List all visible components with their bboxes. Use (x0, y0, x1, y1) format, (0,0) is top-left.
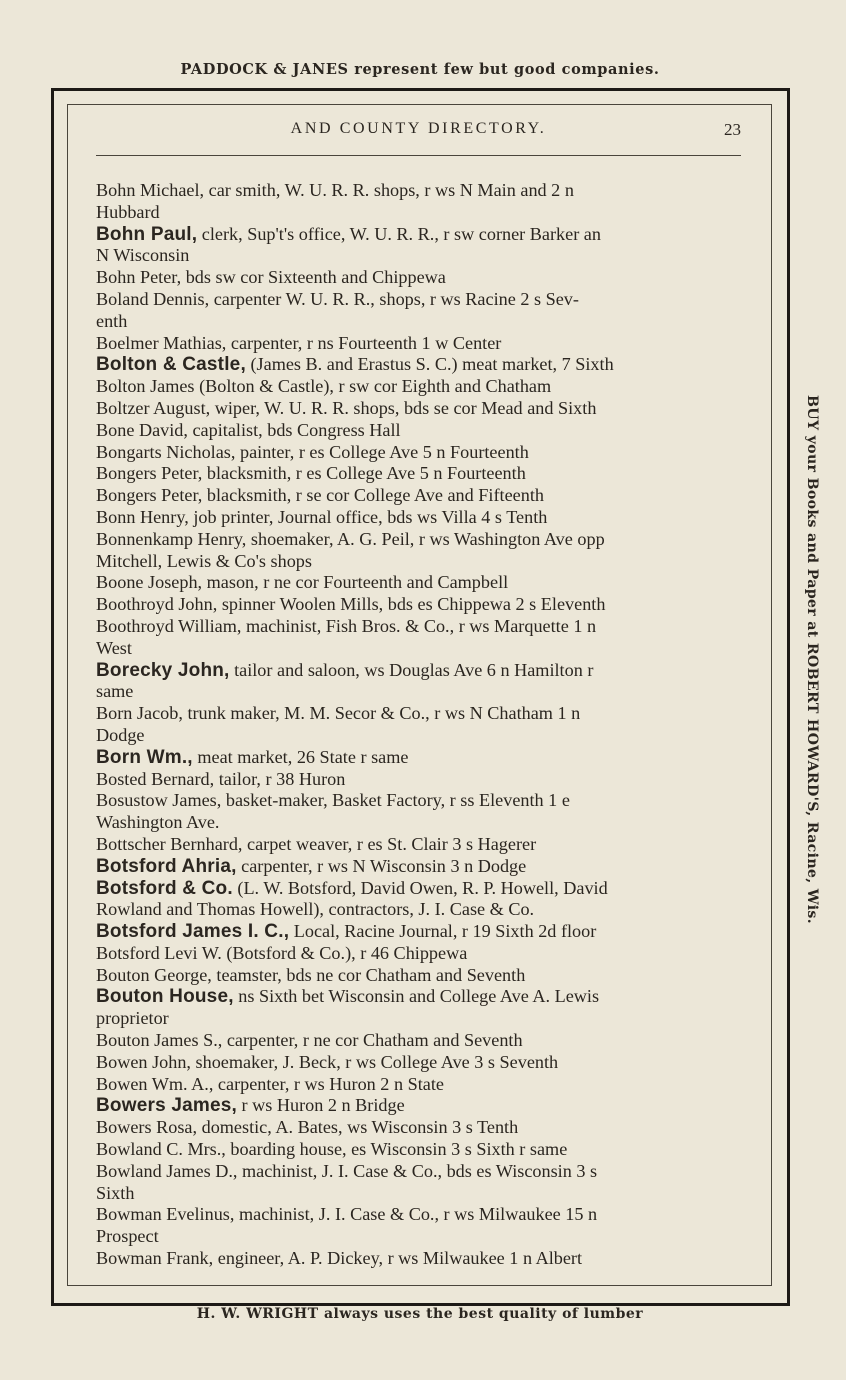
entry-first-line (96, 615, 744, 638)
entry-details: carpenter, r ws Huron 2 n State (213, 1073, 444, 1094)
entry-details: Mitchell, Lewis & Co's shops (96, 550, 312, 571)
directory-entry (96, 529, 744, 573)
entry-name: Borecky John, (96, 659, 230, 681)
entry-continuation-line (96, 637, 744, 660)
entry-details: r ws Huron 2 n Bridge (236, 1095, 405, 1116)
directory-entry (96, 485, 744, 507)
bottom-advertisement: H. W. WRIGHT always uses the best quality of lumber (196, 1306, 644, 1322)
entry-details: Hubbard (96, 201, 160, 222)
entry-name: Bosustow James, (96, 790, 222, 811)
directory-entry (96, 986, 744, 1030)
directory-entry (96, 333, 744, 355)
entry-first-line (96, 1073, 744, 1096)
entry-name: Bongarts Nicholas, (96, 441, 236, 462)
entry-details: job printer, Journal office, bds ws Villa 4 s Tenth (188, 506, 548, 527)
entry-first-line (96, 1139, 744, 1161)
entry-first-line (96, 419, 744, 442)
entry-name: Bolton & Castle, (96, 354, 246, 376)
entry-details: carpenter, r ws N Wisconsin 3 n Dodge (236, 855, 527, 876)
entry-details: carpenter, r ns Fourteenth 1 w Center (226, 332, 502, 353)
entry-details: spinner Woolen Mills, bds es Chippewa 2 s Eleventh (217, 594, 606, 615)
entry-details: basket-maker, Basket Factory, r ss Eleventh 1 e (221, 790, 570, 811)
entry-details: tailor and saloon, ws Douglas Ave 6 n Hamilton r (229, 659, 594, 680)
entry-first-line (96, 1248, 744, 1270)
entry-details: car smith, W. U. R. R. shops, r ws N Main and 2 n (204, 180, 574, 200)
entry-details: clerk, Sup't's office, W. U. R. R., r sw corner Barker an (197, 223, 601, 244)
entry-details: Local, Racine Journal, r 19 Sixth 2d floor (289, 921, 597, 942)
entry-details: carpet weaver, r es St. Clair 3 s Hagerer (242, 833, 537, 854)
directory-entry (96, 420, 744, 442)
entry-first-line (96, 485, 744, 507)
entry-name: Boone Joseph, (96, 572, 203, 593)
page-number: 23 (724, 120, 741, 139)
side-advertisement: BUY your Books and Paper at ROBERT HOWARD'S, Racine, Wis. (804, 395, 820, 924)
entry-details: trunk maker, M. M. Secor & Co., r ws N Chatham 1 n (182, 703, 581, 724)
entry-first-line (96, 833, 744, 856)
entry-name: Bowen Wm. A., (96, 1073, 214, 1094)
entry-first-line (96, 463, 744, 485)
entry-first-line (96, 223, 744, 246)
entry-name: Bongers Peter, (96, 463, 203, 484)
entry-details: Washington Ave. (96, 812, 220, 833)
directory-entry (96, 224, 744, 268)
entry-details: meat market, 26 State r same (192, 746, 409, 767)
entry-details: (Botsford & Co.), r 46 Chippewa (221, 942, 468, 963)
directory-entry (96, 1139, 744, 1161)
entry-details: shoemaker, J. Beck, r ws College Ave 3 s Seventh (190, 1051, 559, 1072)
entry-first-line (96, 746, 744, 769)
directory-entry (96, 1117, 744, 1139)
entry-continuation-line (96, 550, 744, 573)
entry-first-line (96, 506, 744, 529)
entry-details: carpenter, r ne cor Chatham and Seventh (222, 1030, 523, 1051)
entry-name: Bohn Michael, (96, 180, 205, 200)
entry-details: capitalist, bds Congress Hall (187, 419, 401, 440)
directory-entry (96, 769, 744, 791)
directory-entry (96, 616, 744, 660)
entry-first-line (96, 1204, 744, 1226)
entry-first-line (96, 703, 744, 725)
entry-details: engineer, A. P. Dickey, r ws Milwaukee 1 n Albert (213, 1248, 583, 1269)
entry-details: N Wisconsin (96, 245, 190, 266)
entry-details: teamster, bds ne cor Chatham and Seventh (211, 964, 526, 985)
directory-entry (96, 856, 744, 878)
directory-entry (96, 1030, 744, 1052)
entry-first-line (96, 659, 744, 682)
directory-entry (96, 289, 744, 333)
directory-entry (96, 943, 744, 965)
directory-entry (96, 180, 744, 224)
entry-continuation-line (96, 1182, 744, 1205)
entry-continuation-line (96, 245, 744, 267)
entry-details: machinist, J. I. Case & Co., r ws Milwaukee 15 n (234, 1204, 598, 1225)
entry-name: Bolton James (96, 376, 195, 397)
entry-name: Boothroyd William, (96, 615, 242, 636)
directory-entry (96, 1161, 744, 1205)
entry-details: ns Sixth bet Wisconsin and College Ave A. Lewis (233, 986, 600, 1007)
entry-first-line (96, 594, 744, 616)
entry-continuation-line (96, 310, 744, 333)
entry-details: carpenter W. U. R. R., shops, r ws Racine 2 s Sev- (209, 288, 579, 309)
entry-name: Bongers Peter, (96, 485, 203, 506)
entry-details: boarding house, es Wisconsin 3 s Sixth r same (225, 1139, 568, 1160)
entry-first-line (96, 986, 744, 1008)
entry-name: Bohn Paul, (96, 223, 198, 245)
directory-entry (96, 442, 744, 464)
entry-first-line (96, 288, 744, 311)
entry-name: Bouton House, (96, 986, 234, 1008)
directory-entry (96, 1204, 744, 1248)
entry-details: painter, r es College Ave 5 n Fourteenth (235, 441, 529, 462)
entry-continuation-line (96, 899, 744, 921)
directory-entry (96, 376, 744, 398)
entry-details: Rowland and Thomas Howell), contractors, J. I. Case & Co. (96, 899, 535, 920)
entry-first-line (96, 1030, 744, 1052)
entry-name: Bowman Evelinus, (96, 1204, 235, 1225)
entry-details: machinist, J. I. Case & Co., bds es Wisconsin 3 s (237, 1160, 598, 1181)
entry-details: proprietor (96, 1008, 169, 1029)
header-rule (96, 155, 741, 156)
entry-details: (James B. and Erastus S. C.) meat market, 7 Sixth (245, 354, 614, 375)
directory-entry (96, 834, 744, 856)
entry-first-line (96, 441, 744, 464)
directory-entry (96, 267, 744, 289)
entry-continuation-line (96, 724, 744, 747)
entry-first-line (96, 572, 744, 594)
entry-details: Dodge (96, 724, 145, 745)
entry-first-line (96, 332, 744, 355)
running-header (96, 120, 741, 142)
directory-entry (96, 965, 744, 987)
entry-name: Botsford Ahria, (96, 855, 237, 877)
entry-first-line (96, 790, 744, 812)
entry-details: Sixth (96, 1182, 135, 1203)
entry-details: Prospect (96, 1226, 159, 1247)
directory-entry (96, 1095, 744, 1117)
entry-name: Bonn Henry, (96, 506, 189, 527)
entry-first-line (96, 397, 744, 420)
directory-entry (96, 747, 744, 769)
entry-name: Bonnenkamp Henry, (96, 528, 247, 549)
directory-entries (96, 180, 744, 1270)
directory-entry (96, 354, 744, 376)
entry-name: Boltzer August, (96, 397, 211, 418)
entry-name: Bouton George, (96, 964, 212, 985)
entry-details: machinist, Fish Bros. & Co., r ws Marquette 1 n (241, 615, 597, 636)
entry-name: Botsford Levi W. (96, 942, 222, 963)
entry-first-line (96, 528, 744, 551)
entry-first-line (96, 877, 744, 900)
entry-details: blacksmith, r es College Ave 5 n Fourteenth (202, 463, 526, 484)
entry-continuation-line (96, 681, 744, 703)
entry-name: Bowman Frank, (96, 1248, 214, 1269)
entry-details: bds sw cor Sixteenth and Chippewa (181, 267, 446, 288)
entry-name: Bowers James, (96, 1095, 237, 1117)
directory-entry (96, 398, 744, 420)
entry-name: Bowers Rosa, (96, 1117, 198, 1138)
entry-first-line (96, 964, 744, 987)
entry-name: Bosted Bernard, (96, 768, 215, 789)
directory-entry (96, 921, 744, 943)
entry-first-line (96, 1095, 744, 1117)
entry-name: Bowland James D., (96, 1160, 238, 1181)
entry-name: Bottscher Bernhard, (96, 833, 243, 854)
directory-entry (96, 1074, 744, 1096)
entry-details: mason, r ne cor Fourteenth and Campbell (202, 572, 509, 593)
directory-title: AND COUNTY DIRECTORY. (290, 120, 547, 137)
directory-entry (96, 463, 744, 485)
entry-details: (L. W. Botsford, David Owen, R. P. Howell, David (232, 877, 608, 898)
directory-entry (96, 878, 744, 922)
entry-continuation-line (96, 1226, 744, 1248)
entry-name: Bouton James S., (96, 1030, 223, 1051)
entry-name: Boelmer Mathias, (96, 332, 227, 353)
entry-name: Boland Dennis, (96, 288, 210, 309)
entry-first-line (96, 942, 744, 965)
entry-details: wiper, W. U. R. R. shops, bds se cor Mead and Sixth (210, 397, 597, 418)
entry-name: Botsford & Co. (96, 877, 233, 899)
directory-entry (96, 1248, 744, 1270)
directory-entry (96, 703, 744, 747)
entry-details: shoemaker, A. G. Peil, r ws Washington Ave opp (246, 528, 605, 549)
entry-first-line (96, 921, 744, 943)
entry-continuation-line (96, 1008, 744, 1030)
entry-first-line (96, 180, 744, 202)
directory-entry (96, 594, 744, 616)
directory-entry (96, 1052, 744, 1074)
directory-entry (96, 790, 744, 834)
entry-details: West (96, 637, 132, 658)
entry-name: Born Wm., (96, 746, 193, 768)
entry-name: Born Jacob, (96, 703, 183, 724)
entry-name: Bohn Peter, (96, 267, 182, 288)
entry-first-line (96, 376, 744, 398)
entry-first-line (96, 267, 744, 289)
entry-continuation-line (96, 201, 744, 224)
entry-details: domestic, A. Bates, ws Wisconsin 3 s Tenth (197, 1117, 519, 1138)
entry-name: Boothroyd John, (96, 594, 218, 615)
entry-details: enth (96, 310, 128, 331)
entry-first-line (96, 1117, 744, 1139)
entry-first-line (96, 1051, 744, 1074)
entry-first-line (96, 1160, 744, 1183)
entry-continuation-line (96, 812, 744, 834)
directory-entry (96, 507, 744, 529)
entry-details: blacksmith, r se cor College Ave and Fifteenth (202, 485, 544, 506)
entry-details: tailor, r 38 Huron (214, 768, 346, 789)
entry-name: Botsford James I. C., (96, 921, 290, 943)
directory-entry (96, 572, 744, 594)
top-advertisement: PADDOCK & JANES represent few but good companies. (180, 61, 660, 78)
directory-entry (96, 660, 744, 704)
entry-first-line (96, 354, 744, 376)
entry-details: (Bolton & Castle), r sw cor Eighth and Chatham (194, 376, 552, 397)
entry-details: same (96, 681, 134, 702)
entry-first-line (96, 768, 744, 791)
entry-name: Bowland C. Mrs., (96, 1139, 226, 1160)
entry-name: Bone David, (96, 419, 188, 440)
entry-name: Bowen John, (96, 1051, 191, 1072)
entry-first-line (96, 855, 744, 878)
